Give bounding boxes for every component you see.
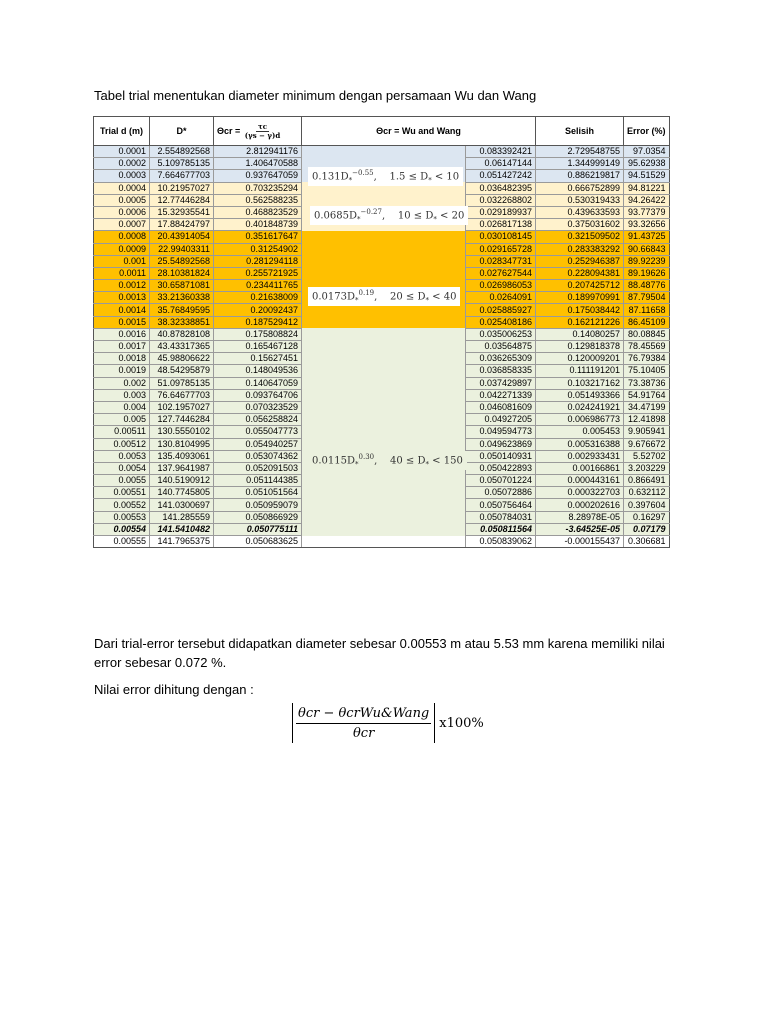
cell-error: 0.397604: [624, 499, 670, 511]
cell-selisih: 0.00166861: [536, 462, 624, 474]
cell-selisih: 0.439633593: [536, 206, 624, 218]
cell-dstar: 33.21360338: [150, 292, 214, 304]
cell-error: 73.38736: [624, 377, 670, 389]
table-row: [94, 267, 670, 279]
cell-theta: 2.812941176: [214, 146, 302, 158]
cell-wu: 0.036265309: [466, 353, 536, 365]
equation-cell: [302, 536, 466, 548]
cell-selisih: 0.162121226: [536, 316, 624, 328]
equation-2: $0.0685D_*^{-0.27}$, $10 \le D_* < 20$: [310, 206, 468, 225]
cell-selisih: 0.14080257: [536, 328, 624, 340]
cell-theta: 0.175808824: [214, 328, 302, 340]
cell-theta: 0.21638009: [214, 292, 302, 304]
equation-cell: [302, 499, 466, 511]
cell-wu: 0.050140931: [466, 450, 536, 462]
cell-selisih: 0.252946387: [536, 255, 624, 267]
cell-d: 0.00551: [94, 487, 150, 499]
cell-d: 0.0054: [94, 462, 150, 474]
equation-cell: [302, 487, 466, 499]
cell-wu: 0.06147144: [466, 158, 536, 170]
cell-dstar: 30.65871081: [150, 280, 214, 292]
cell-selisih: 0.530319433: [536, 194, 624, 206]
equation-cell: [302, 414, 466, 426]
cell-d: 0.0008: [94, 231, 150, 243]
cell-theta: 0.050866929: [214, 511, 302, 523]
cell-wu: 0.025408186: [466, 316, 536, 328]
cell-selisih: 0.103217162: [536, 377, 624, 389]
cell-theta: 0.281294118: [214, 255, 302, 267]
cell-wu: 0.025885927: [466, 304, 536, 316]
cell-d: 0.003: [94, 389, 150, 401]
header-selisih: Selisih: [536, 117, 624, 146]
cell-selisih: 0.189970991: [536, 292, 624, 304]
table-title: Tabel trial menentukan diameter minimum dengan persamaan Wu dan Wang: [94, 88, 537, 103]
cell-dstar: 7.664677703: [150, 170, 214, 182]
cell-selisih: 1.344999149: [536, 158, 624, 170]
cell-error: 86.45109: [624, 316, 670, 328]
cell-d: 0.0014: [94, 304, 150, 316]
cell-dstar: 141.5410482: [150, 523, 214, 535]
cell-selisih: 8.28978E-05: [536, 511, 624, 523]
cell-selisih: 2.729548755: [536, 146, 624, 158]
cell-error: 5.52702: [624, 450, 670, 462]
table-row: [94, 365, 670, 377]
cell-error: 97.0354: [624, 146, 670, 158]
table-row: [94, 328, 670, 340]
cell-wu: 0.032268802: [466, 194, 536, 206]
cell-error: 95.62938: [624, 158, 670, 170]
cell-dstar: 43.43317365: [150, 341, 214, 353]
table-row: [94, 536, 670, 548]
equation-cell: [302, 146, 466, 158]
header-theta: [214, 117, 302, 146]
equation-cell: [302, 316, 466, 328]
cell-error: 93.32656: [624, 219, 670, 231]
cell-wu: 0.028347731: [466, 255, 536, 267]
table-row: [94, 389, 670, 401]
cell-dstar: 141.7965375: [150, 536, 214, 548]
equation-cell: [302, 401, 466, 413]
cell-wu: 0.03564875: [466, 341, 536, 353]
cell-wu: 0.050811564: [466, 523, 536, 535]
equation-cell: [302, 426, 466, 438]
cell-d: 0.0001: [94, 146, 150, 158]
cell-theta: 0.051051564: [214, 487, 302, 499]
cell-error: 90.66843: [624, 243, 670, 255]
cell-dstar: 17.88424797: [150, 219, 214, 231]
cell-error: 34.47199: [624, 401, 670, 413]
cell-dstar: 141.0300697: [150, 499, 214, 511]
formula-numerator: θcr − θcrWu&Wang: [296, 706, 431, 724]
cell-selisih: 0.120009201: [536, 353, 624, 365]
cell-theta: 0.053074362: [214, 450, 302, 462]
cell-dstar: 5.109785135: [150, 158, 214, 170]
table-row: [94, 146, 670, 158]
cell-error: 0.632112: [624, 487, 670, 499]
cell-selisih: 0.886219817: [536, 170, 624, 182]
cell-theta: 0.055047773: [214, 426, 302, 438]
cell-dstar: 51.09785135: [150, 377, 214, 389]
cell-selisih: 0.006986773: [536, 414, 624, 426]
cell-wu: 0.05072886: [466, 487, 536, 499]
cell-error: 0.07179: [624, 523, 670, 535]
cell-error: 9.676672: [624, 438, 670, 450]
cell-theta: 0.401848739: [214, 219, 302, 231]
cell-theta: 0.051144385: [214, 475, 302, 487]
formula-suffix: x100%: [439, 715, 484, 731]
cell-selisih: 0.321509502: [536, 231, 624, 243]
cell-dstar: 40.87828108: [150, 328, 214, 340]
equation-cell: [302, 328, 466, 340]
cell-selisih: 0.051493366: [536, 389, 624, 401]
formula-denominator: θcr: [352, 725, 375, 741]
cell-d: 0.001: [94, 255, 150, 267]
cell-dstar: 38.32338851: [150, 316, 214, 328]
cell-wu: 0.026817138: [466, 219, 536, 231]
cell-dstar: 140.7745805: [150, 487, 214, 499]
cell-wu: 0.04927205: [466, 414, 536, 426]
cell-selisih: 0.175038442: [536, 304, 624, 316]
cell-d: 0.00553: [94, 511, 150, 523]
cell-theta: 0.050959079: [214, 499, 302, 511]
equation-cell: [302, 194, 466, 206]
cell-d: 0.0003: [94, 170, 150, 182]
cell-selisih: 0.375031602: [536, 219, 624, 231]
cell-wu: 0.051427242: [466, 170, 536, 182]
cell-d: 0.002: [94, 377, 150, 389]
conclusion-paragraph: Dari trial-error tersebut didapatkan diameter sebesar 0.00553 m atau 5.53 mm karena memiliki nilai error sebesar 0.072 %.: [94, 636, 665, 670]
cell-error: 0.16297: [624, 511, 670, 523]
cell-theta: 0.052091503: [214, 462, 302, 474]
cell-theta: 0.187529412: [214, 316, 302, 328]
equation-1: $0.131D_*^{-0.55}$, $1.5 \le D_* < 10$: [308, 167, 463, 186]
table-row: [94, 353, 670, 365]
cell-selisih: 0.111191201: [536, 365, 624, 377]
cell-selisih: 0.005316388: [536, 438, 624, 450]
cell-error: 87.11658: [624, 304, 670, 316]
table-row: [94, 414, 670, 426]
cell-dstar: 28.10381824: [150, 267, 214, 279]
equation-cell: [302, 511, 466, 523]
cell-theta: 0.148049536: [214, 365, 302, 377]
cell-wu: 0.049623869: [466, 438, 536, 450]
equation-3: $0.0173D_*^{0.19}$, $20 \le D_* < 40$: [308, 287, 460, 306]
cell-theta: 0.050683625: [214, 536, 302, 548]
table-row: [94, 316, 670, 328]
cell-dstar: 76.64677703: [150, 389, 214, 401]
cell-error: 80.08845: [624, 328, 670, 340]
equation-cell: [302, 523, 466, 535]
equation-cell: [302, 231, 466, 243]
cell-theta: 1.406470588: [214, 158, 302, 170]
cell-d: 0.00512: [94, 438, 150, 450]
cell-theta: 0.937647059: [214, 170, 302, 182]
cell-wu: 0.083392421: [466, 146, 536, 158]
cell-selisih: 0.283383292: [536, 243, 624, 255]
table-row: [94, 511, 670, 523]
cell-wu: 0.050422893: [466, 462, 536, 474]
equation-4: $0.0115D_*^{0.30}$, $40 \le D_* < 150$: [308, 451, 467, 470]
cell-d: 0.00554: [94, 523, 150, 535]
table-row: [94, 499, 670, 511]
cell-selisih: 0.228094381: [536, 267, 624, 279]
cell-theta: 0.20092437: [214, 304, 302, 316]
cell-wu: 0.036858335: [466, 365, 536, 377]
header-theta-label: Θcr =: [217, 125, 241, 136]
cell-d: 0.0004: [94, 182, 150, 194]
cell-wu: 0.050701224: [466, 475, 536, 487]
cell-wu: 0.050784031: [466, 511, 536, 523]
cell-dstar: 10.21957027: [150, 182, 214, 194]
cell-selisih: 0.666752899: [536, 182, 624, 194]
cell-dstar: 130.5550102: [150, 426, 214, 438]
cell-theta: 0.15627451: [214, 353, 302, 365]
equation-cell: [302, 475, 466, 487]
cell-wu: 0.049594773: [466, 426, 536, 438]
cell-d: 0.0002: [94, 158, 150, 170]
cell-wu: 0.029165728: [466, 243, 536, 255]
formula-intro: Nilai error dihitung dengan :: [94, 682, 254, 697]
cell-error: 78.45569: [624, 341, 670, 353]
cell-wu: 0.036482395: [466, 182, 536, 194]
cell-d: 0.0011: [94, 267, 150, 279]
table-row: [94, 523, 670, 535]
cell-theta: 0.351617647: [214, 231, 302, 243]
cell-wu: 0.030108145: [466, 231, 536, 243]
cell-dstar: 45.98806622: [150, 353, 214, 365]
cell-d: 0.0009: [94, 243, 150, 255]
cell-error: 54.91764: [624, 389, 670, 401]
equation-cell: [302, 377, 466, 389]
cell-dstar: 20.43914054: [150, 231, 214, 243]
equation-cell: [302, 389, 466, 401]
cell-d: 0.0018: [94, 353, 150, 365]
cell-wu: 0.037429897: [466, 377, 536, 389]
header-wu-wang: Θcr = Wu and Wang: [302, 117, 536, 146]
cell-theta: 0.234411765: [214, 280, 302, 292]
cell-wu: 0.0264091: [466, 292, 536, 304]
cell-dstar: 127.7446284: [150, 414, 214, 426]
cell-wu: 0.046081609: [466, 401, 536, 413]
cell-theta: 0.562588235: [214, 194, 302, 206]
equation-cell: [302, 243, 466, 255]
cell-wu: 0.050839062: [466, 536, 536, 548]
table-row: [94, 426, 670, 438]
cell-selisih: 0.000322703: [536, 487, 624, 499]
table-row: [94, 231, 670, 243]
cell-selisih: -3.64525E-05: [536, 523, 624, 535]
cell-error: 9.905941: [624, 426, 670, 438]
cell-error: 0.306681: [624, 536, 670, 548]
theta-formula-numerator: τc: [258, 121, 267, 131]
cell-d: 0.0055: [94, 475, 150, 487]
cell-wu: 0.042271339: [466, 389, 536, 401]
cell-selisih: 0.024241921: [536, 401, 624, 413]
cell-error: 93.77379: [624, 206, 670, 218]
header-dstar: D*: [150, 117, 214, 146]
cell-d: 0.0007: [94, 219, 150, 231]
cell-theta: 0.703235294: [214, 182, 302, 194]
cell-dstar: 25.54892568: [150, 255, 214, 267]
cell-theta: 0.255721925: [214, 267, 302, 279]
cell-theta: 0.050775111: [214, 523, 302, 535]
cell-theta: 0.140647059: [214, 377, 302, 389]
cell-error: 75.10405: [624, 365, 670, 377]
cell-d: 0.0019: [94, 365, 150, 377]
table-row: [94, 341, 670, 353]
equation-cell: [302, 353, 466, 365]
cell-dstar: 15.32935541: [150, 206, 214, 218]
cell-dstar: 48.54295879: [150, 365, 214, 377]
table-row: [94, 377, 670, 389]
table-row: [94, 255, 670, 267]
cell-selisih: 0.005453: [536, 426, 624, 438]
cell-theta: 0.056258824: [214, 414, 302, 426]
cell-wu: 0.027627544: [466, 267, 536, 279]
cell-selisih: 0.002933431: [536, 450, 624, 462]
cell-error: 94.81221: [624, 182, 670, 194]
cell-d: 0.00552: [94, 499, 150, 511]
cell-dstar: 35.76849595: [150, 304, 214, 316]
header-trial: Trial d (m): [94, 117, 150, 146]
cell-theta: 0.31254902: [214, 243, 302, 255]
cell-selisih: -0.000155437: [536, 536, 624, 548]
table-row: [94, 438, 670, 450]
cell-theta: 0.093764706: [214, 389, 302, 401]
cell-error: 89.92239: [624, 255, 670, 267]
error-formula: [292, 703, 484, 743]
cell-d: 0.0006: [94, 206, 150, 218]
cell-d: 0.0053: [94, 450, 150, 462]
cell-d: 0.005: [94, 414, 150, 426]
cell-error: 91.43725: [624, 231, 670, 243]
cell-d: 0.0017: [94, 341, 150, 353]
equation-cell: [302, 438, 466, 450]
cell-dstar: 12.77446284: [150, 194, 214, 206]
cell-error: 94.51529: [624, 170, 670, 182]
formula-fraction: [293, 706, 434, 741]
cell-d: 0.0012: [94, 280, 150, 292]
cell-wu: 0.035006253: [466, 328, 536, 340]
cell-selisih: 0.207425712: [536, 280, 624, 292]
cell-d: 0.0016: [94, 328, 150, 340]
cell-error: 0.866491: [624, 475, 670, 487]
theta-formula: [243, 123, 282, 140]
cell-error: 76.79384: [624, 353, 670, 365]
cell-error: 88.48776: [624, 280, 670, 292]
cell-dstar: 2.554892568: [150, 146, 214, 158]
header-error: Error (%): [624, 117, 670, 146]
cell-error: 87.79504: [624, 292, 670, 304]
table-row: [94, 401, 670, 413]
cell-selisih: 0.129818378: [536, 341, 624, 353]
cell-dstar: 130.8104995: [150, 438, 214, 450]
cell-error: 89.19626: [624, 267, 670, 279]
cell-theta: 0.468823529: [214, 206, 302, 218]
table-row: [94, 487, 670, 499]
cell-error: 12.41898: [624, 414, 670, 426]
cell-theta: 0.070323529: [214, 401, 302, 413]
table-row: [94, 194, 670, 206]
cell-d: 0.0005: [94, 194, 150, 206]
cell-wu: 0.029189937: [466, 206, 536, 218]
cell-error: 3.203229: [624, 462, 670, 474]
equation-cell: [302, 365, 466, 377]
cell-dstar: 102.1957027: [150, 401, 214, 413]
cell-d: 0.004: [94, 401, 150, 413]
cell-selisih: 0.000202616: [536, 499, 624, 511]
cell-dstar: 140.5190912: [150, 475, 214, 487]
cell-dstar: 141.285559: [150, 511, 214, 523]
cell-dstar: 137.9641987: [150, 462, 214, 474]
cell-d: 0.00511: [94, 426, 150, 438]
cell-selisih: 0.000443161: [536, 475, 624, 487]
table-row: [94, 243, 670, 255]
equation-cell: [302, 267, 466, 279]
cell-theta: 0.054940257: [214, 438, 302, 450]
table-row: [94, 475, 670, 487]
cell-wu: 0.050756464: [466, 499, 536, 511]
cell-d: 0.00555: [94, 536, 150, 548]
cell-dstar: 135.4093061: [150, 450, 214, 462]
cell-d: 0.0015: [94, 316, 150, 328]
cell-error: 94.26422: [624, 194, 670, 206]
equation-cell: [302, 255, 466, 267]
equation-cell: [302, 341, 466, 353]
theta-formula-denominator: (γs − γ)d: [244, 130, 281, 140]
cell-theta: 0.165467128: [214, 341, 302, 353]
cell-dstar: 22.99403311: [150, 243, 214, 255]
cell-wu: 0.026986053: [466, 280, 536, 292]
cell-d: 0.0013: [94, 292, 150, 304]
